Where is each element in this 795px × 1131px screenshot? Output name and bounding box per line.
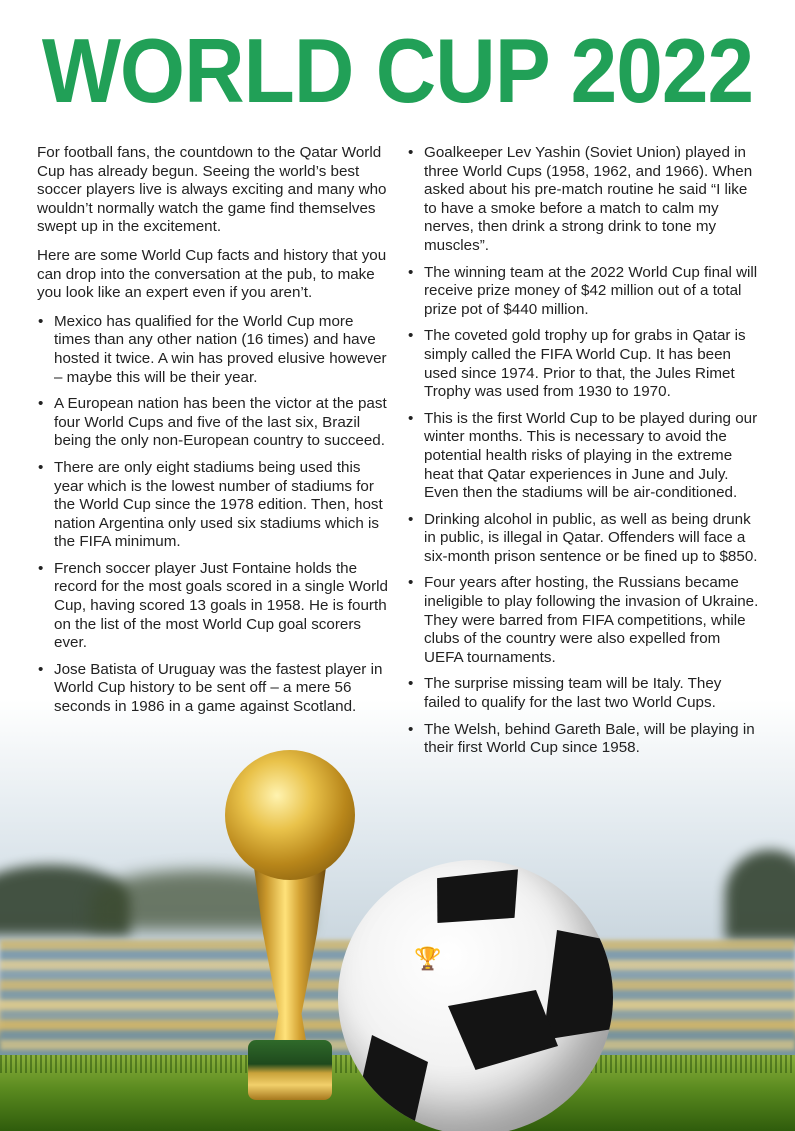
page-title: WORLD CUP 2022 (41, 21, 754, 122)
fact-list-item (37, 313, 389, 387)
background-trees (725, 850, 795, 940)
intro-paragraph: For football fans, the countdown to the Qatar World Cup has already begun. Seeing the world’s best soccer players live is always exciting and many who wouldn’t normally watch the game find themselves swept up in the excitement. (37, 144, 387, 236)
fact-text: The winning team at the 2022 World Cup final will receive prize money of $42 million out of a total prize pot of $440 million. (424, 263, 758, 318)
soccer-ball-image (338, 860, 613, 1131)
fact-text: The Welsh, behind Gareth Bale, will be playing in their first World Cup since 1958. (424, 720, 755, 757)
bullet-icon: • (38, 312, 44, 330)
fact-text: A European nation has been the victor at the past four World Cups and five of the last six, Brazil being the only non-European country to succeed. (54, 395, 387, 450)
fact-text: Goalkeeper Lev Yashin (Soviet Union) played in three World Cups (1958, 1962, and 1966). When asked about his pre-match routine he said “I like to have a smoke before a match to calm my nerves, then drink a strong drink to tone my muscles”. (424, 144, 753, 254)
fact-list-item (407, 721, 759, 758)
fact-list-item (37, 395, 389, 451)
ball-panel (428, 861, 527, 934)
bullet-icon: • (408, 675, 414, 693)
ball-panel (543, 930, 613, 1040)
fact-list-item (407, 675, 759, 712)
fact-text: The surprise missing team will be Italy. They failed to qualify for the last two World Cups. (424, 675, 722, 712)
fact-list-item (37, 459, 389, 552)
bullet-icon: • (408, 409, 414, 427)
bullet-icon: • (408, 720, 414, 738)
fact-list-item (37, 560, 389, 653)
fact-list-item (407, 511, 759, 567)
bullet-icon: • (408, 510, 414, 528)
bullet-icon: • (38, 395, 44, 413)
fact-list-item (407, 264, 759, 320)
trophy-emblem-icon: 🏆 (414, 947, 442, 972)
right-column (407, 144, 759, 766)
trophy-globe (225, 750, 355, 880)
intro-paragraph: Here are some World Cup facts and history that you can drop into the conversation at the pub, to make you look like an expert even if you aren’t. (37, 246, 387, 302)
bullet-icon: • (38, 660, 44, 678)
right-facts-list (407, 144, 759, 758)
world-cup-trophy-image (220, 740, 360, 1100)
ball-panel (448, 990, 558, 1070)
fact-list-item (407, 574, 759, 667)
fact-list-item (37, 661, 389, 717)
bullet-icon: • (408, 327, 414, 345)
fact-text: There are only eight stadiums being used this year which is the lowest number of stadiums for the World Cup since the 1978 edition. Then, host nation Argentina only used six stadiums which is the FIFA minimum. (54, 458, 383, 551)
bullet-icon: • (38, 458, 44, 476)
trophy-base (248, 1040, 332, 1100)
bullet-icon: • (408, 574, 414, 592)
trophy-body (242, 850, 338, 1060)
fact-list-item (407, 410, 759, 503)
fact-text: Drinking alcohol in public, as well as being drunk in public, is illegal in Qatar. Offenders will face a six-month prison sentence or be fined up to $850. (424, 510, 758, 565)
fact-list-item (407, 144, 759, 256)
left-facts-list (37, 313, 389, 717)
fact-text: Jose Batista of Uruguay was the fastest player in World Cup history to be sent off – a mere 56 seconds in 1986 in a game against Scotland. (54, 660, 383, 716)
fact-text: Mexico has qualified for the World Cup more times than any other nation (16 times) and have hosted it twice. A win has proved elusive however – maybe this will be their year. (54, 312, 387, 386)
fact-text: The coveted gold trophy up for grabs in Qatar is simply called the FIFA World Cup. It has been used since 1974. Prior to that, the Jules Rimet Trophy was used from 1930 to 1970. (424, 327, 746, 401)
bullet-icon: • (38, 559, 44, 577)
bullet-icon: • (408, 144, 414, 161)
fact-list-item (407, 327, 759, 401)
left-column (37, 144, 389, 725)
bullet-icon: • (408, 263, 414, 281)
fact-text: French soccer player Just Fontaine holds the record for the most goals scored in a single World Cup, having scored 13 goals in 1958. He is fourth on the list of the most World Cup goal scorers ever. (54, 559, 388, 652)
fact-text: Four years after hosting, the Russians became ineligible to play following the invasion of Ukraine. They were barred from FIFA competitions, while clubs of the country were also expelled from UEFA tournaments. (424, 574, 759, 666)
fact-text: This is the first World Cup to be played during our winter months. This is necessary to avoid the potential health risks of playing in the extreme heat that Qatar experiences in June and July. Even then the stadiums will be air-conditioned. (424, 409, 758, 502)
